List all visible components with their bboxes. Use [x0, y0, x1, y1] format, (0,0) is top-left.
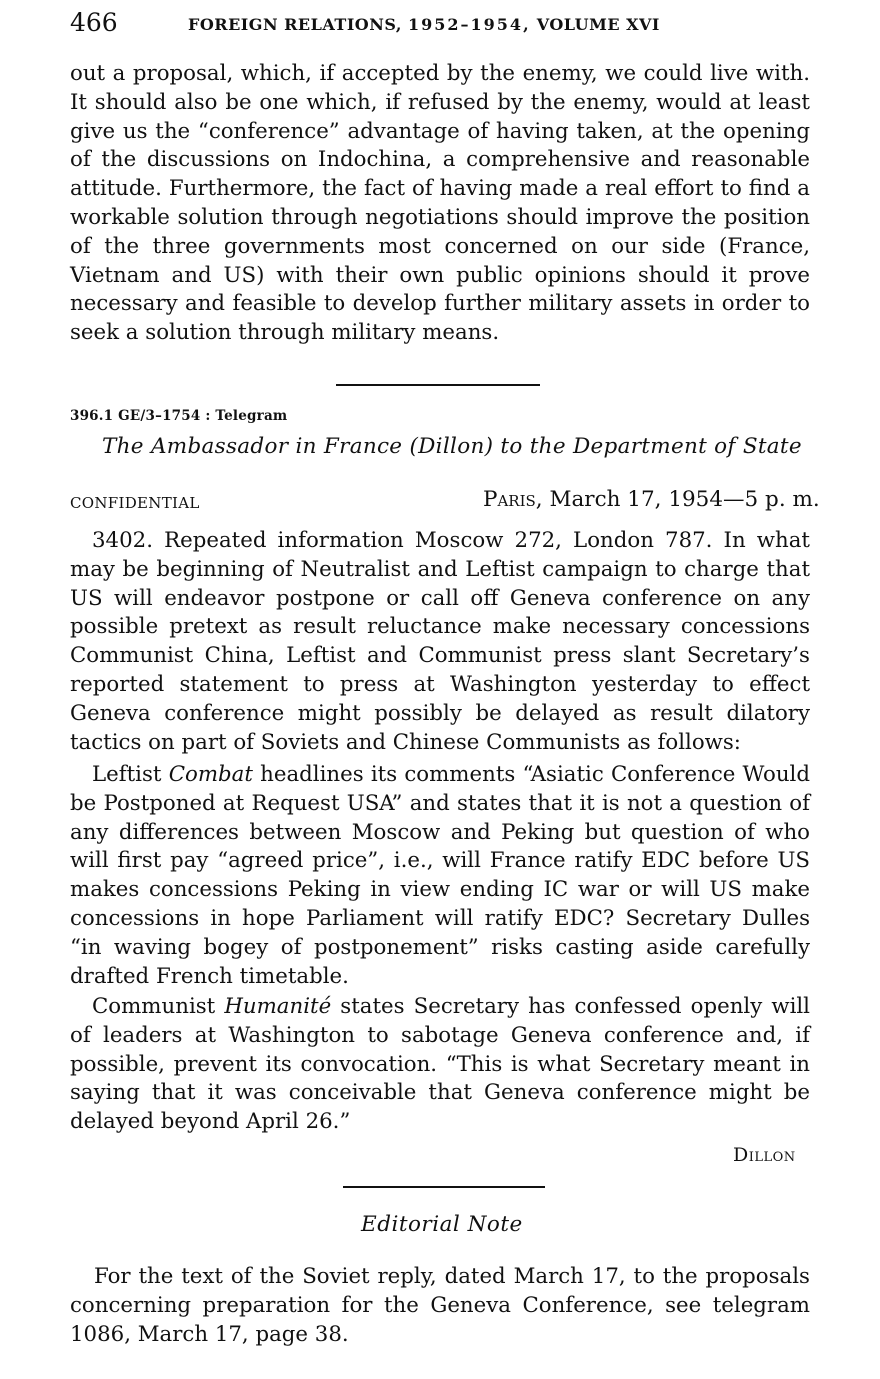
running-head-right: VOLUME XVI: [530, 15, 660, 34]
dateline: [483, 487, 820, 512]
telegram-paragraph: 3402. Repeated information Moscow 272, London 787. In what may be beginning of Neutralist and Leftist campaign to charge that US will endeavor postpone or call off Geneva conference on any possible pretext as result reluctance make necessary concessions Communist China, Leftist and Communist press slant Secretary’s reported statement to press at Washington yesterday to effect Geneva conference might possibly be delayed as result dilatory tactics on part of Soviets and Chinese Communists as follows:: [70, 528, 810, 755]
dateline-place: Paris: [483, 487, 536, 512]
section-divider: [343, 1186, 545, 1188]
paragraph-text: states Secretary has confessed openly will of leaders at Washington to sabotage Geneva conference and, if possible, prevent its convocation. “This is what Secretary meant in saying that it was conceivable that Geneva conference might be delayed beyond April 26.”: [70, 994, 810, 1135]
paragraph-lead: Leftist: [92, 762, 169, 787]
page-number: 466: [70, 8, 118, 37]
section-divider: [336, 384, 540, 386]
telegram-paragraph: [70, 761, 810, 991]
paragraph-text: headlines its comments “Asiatic Conference Would be Postponed at Request USA” and states that it is not a question of any differences between Moscow and Peking but question of who will first pay “agreed price”, i.e., will France ratify EDC before US makes concessions Peking in view ending IC war or will US make concessions in hope Parliament will ratify EDC? Secretary Dulles “in waving bogey of postponement” risks casting aside carefully drafted French timetable.: [70, 762, 810, 989]
file-reference: 396.1 GE/3–1754 : Telegram: [70, 408, 288, 424]
newspaper-title: Humanité: [224, 994, 332, 1019]
running-head-years: 1952–1954,: [408, 15, 531, 34]
document-title: The Ambassador in France (Dillon) to the Department of State: [102, 434, 802, 459]
editorial-note-text: For the text of the Soviet reply, dated March 17, to the proposals concerning preparation for the Geneva Conference, see telegram 1086, March 17, page 38.: [70, 1264, 810, 1347]
dateline-date: , March 17, 1954—5 p. m.: [535, 487, 820, 512]
editorial-note-title: Editorial Note: [361, 1212, 523, 1237]
running-head: [188, 15, 660, 34]
telegram-paragraph: [70, 993, 810, 1137]
classification-label: CONFIDENTIAL: [70, 494, 200, 512]
paragraph-lead: Communist: [92, 994, 225, 1019]
page-header: [70, 8, 810, 42]
continuation-paragraph: out a proposal, which, if accepted by the enemy, we could live with. It should also be one which, if refused by the enemy, would at least give us the “conference” advantage of having taken, at the opening of the discussions on Indochina, a comprehensive and reasonable attitude. Furthermore, the fact of having made a real effort to find a workable solution through negotiations should improve the position of the three governments most concerned on our side (France, Vietnam and US) with their own public opinions should it prove necessary and feasible to develop further military assets in order to seek a solution through military means.: [70, 61, 810, 346]
signature: Dillon: [733, 1144, 796, 1166]
newspaper-title: Combat: [168, 762, 253, 787]
running-head-left: FOREIGN RELATIONS,: [188, 15, 408, 34]
